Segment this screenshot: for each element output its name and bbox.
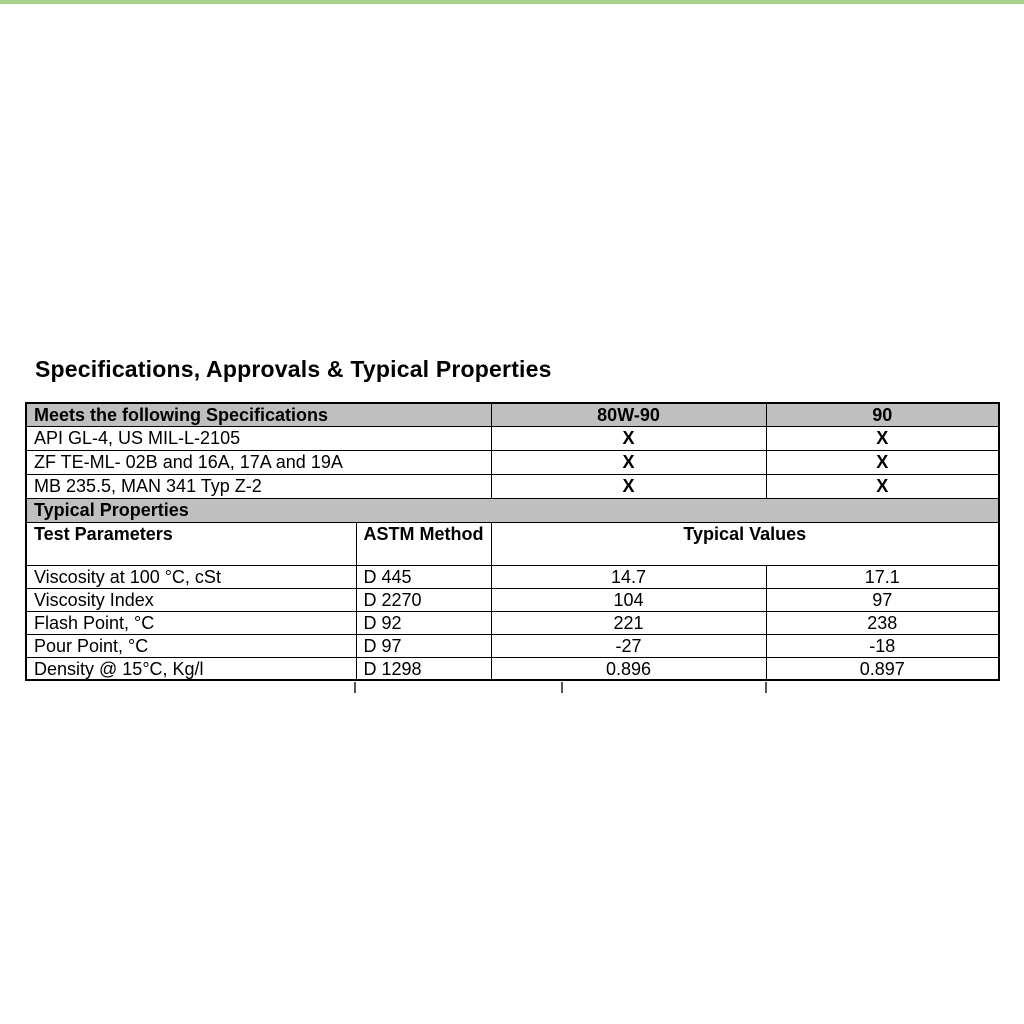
spec-mark-90: X <box>766 450 999 474</box>
table-row <box>26 426 999 450</box>
spec-mark-80w90: X <box>491 426 766 450</box>
property-name: Viscosity at 100 °C, cSt <box>26 565 356 588</box>
astm-method-value: D 2270 <box>356 588 491 611</box>
property-name: Pour Point, °C <box>26 634 356 657</box>
table-row <box>26 657 999 680</box>
value-80w90: 221 <box>491 611 766 634</box>
specifications-table <box>25 402 998 681</box>
table-continuation-stub <box>765 682 767 693</box>
property-name: Flash Point, °C <box>26 611 356 634</box>
table-row <box>26 634 999 657</box>
astm-method-value: D 97 <box>356 634 491 657</box>
table-row <box>26 611 999 634</box>
property-name: Density @ 15°C, Kg/l <box>26 657 356 680</box>
spec-mark-80w90: X <box>491 474 766 498</box>
value-80w90: 104 <box>491 588 766 611</box>
value-90: 0.897 <box>766 657 999 680</box>
spec-mark-90: X <box>766 474 999 498</box>
value-90: 17.1 <box>766 565 999 588</box>
spec-header-label: Meets the following Specifications <box>26 403 491 426</box>
spec-header-grade-90: 90 <box>766 403 999 426</box>
spec-name: ZF TE-ML- 02B and 16A, 17A and 19A <box>26 450 491 474</box>
table-continuation-stub <box>354 682 356 693</box>
header-astm-method: ASTM Method <box>356 522 491 565</box>
value-90: 238 <box>766 611 999 634</box>
value-80w90: 0.896 <box>491 657 766 680</box>
table-row <box>26 565 999 588</box>
spec-mark-90: X <box>766 426 999 450</box>
spec-mark-80w90: X <box>491 450 766 474</box>
spec-name: MB 235.5, MAN 341 Typ Z-2 <box>26 474 491 498</box>
spec-header-row <box>26 403 999 426</box>
table-continuation-stub <box>561 682 563 693</box>
top-green-bar <box>0 0 1024 4</box>
value-80w90: -27 <box>491 634 766 657</box>
astm-method-value: D 1298 <box>356 657 491 680</box>
value-80w90: 14.7 <box>491 565 766 588</box>
page-title: Specifications, Approvals & Typical Properties <box>35 356 552 382</box>
table-row <box>26 474 999 498</box>
spec-properties-table <box>25 402 1000 681</box>
property-name: Viscosity Index <box>26 588 356 611</box>
value-90: -18 <box>766 634 999 657</box>
spec-header-grade-80w90: 80W-90 <box>491 403 766 426</box>
header-typical-values: Typical Values <box>491 522 999 565</box>
typical-properties-title: Typical Properties <box>26 498 999 522</box>
header-test-parameters: Test Parameters <box>26 522 356 565</box>
typical-properties-section-row <box>26 498 999 522</box>
astm-method-value: D 445 <box>356 565 491 588</box>
table-row <box>26 450 999 474</box>
spec-name: API GL-4, US MIL-L-2105 <box>26 426 491 450</box>
value-90: 97 <box>766 588 999 611</box>
table-row <box>26 588 999 611</box>
properties-header-row <box>26 522 999 565</box>
astm-method-value: D 92 <box>356 611 491 634</box>
